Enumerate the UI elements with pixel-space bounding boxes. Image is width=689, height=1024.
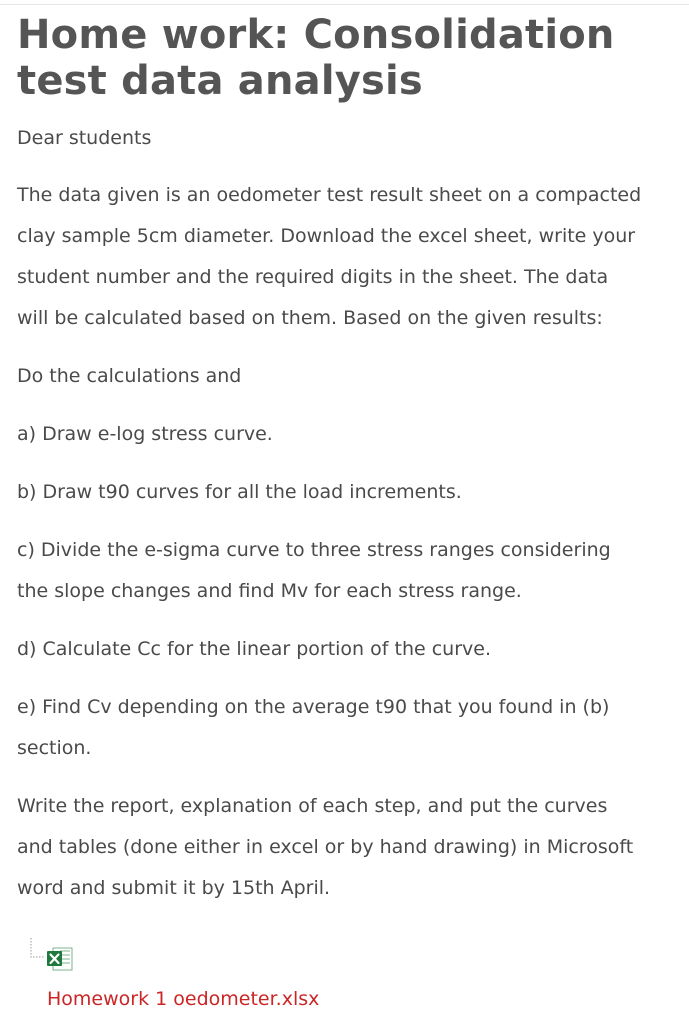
task-d: d) Calculate Cc for the linear portion of the curve.	[17, 638, 491, 660]
instruction-paragraph: Do the calculations and	[17, 365, 242, 387]
attachment-file-link[interactable]: Homework 1 oedometer.xlsx	[47, 988, 320, 1010]
task-b: b) Draw t90 curves for all the load increments.	[17, 481, 462, 503]
greeting-paragraph: Dear students	[17, 127, 152, 149]
submission-paragraph: Write the report, explanation of each step, and put the curves and tables (done either in excel or by hand drawing) in Microsoft word and submit it by 15th April.	[17, 795, 634, 899]
top-divider	[0, 4, 689, 5]
task-a: a) Draw e-log stress curve.	[17, 423, 273, 445]
task-c: c) Divide the e-sigma curve to three stress ranges considering the slope changes and find Mv for each stress range.	[17, 539, 611, 602]
task-e: e) Find Cv depending on the average t90 that you found in (b) section.	[17, 696, 610, 759]
page-title: Home work: Consolidation test data analysis	[17, 12, 615, 104]
assignment-description	[17, 118, 687, 926]
intro-paragraph: The data given is an oedometer test result sheet on a compacted clay sample 5cm diameter. Download the excel sheet, write your student number and the required digits in the sheet. The data will be calculated based on them. Based on the given results:	[17, 184, 642, 329]
excel-file-icon[interactable]	[46, 945, 74, 973]
